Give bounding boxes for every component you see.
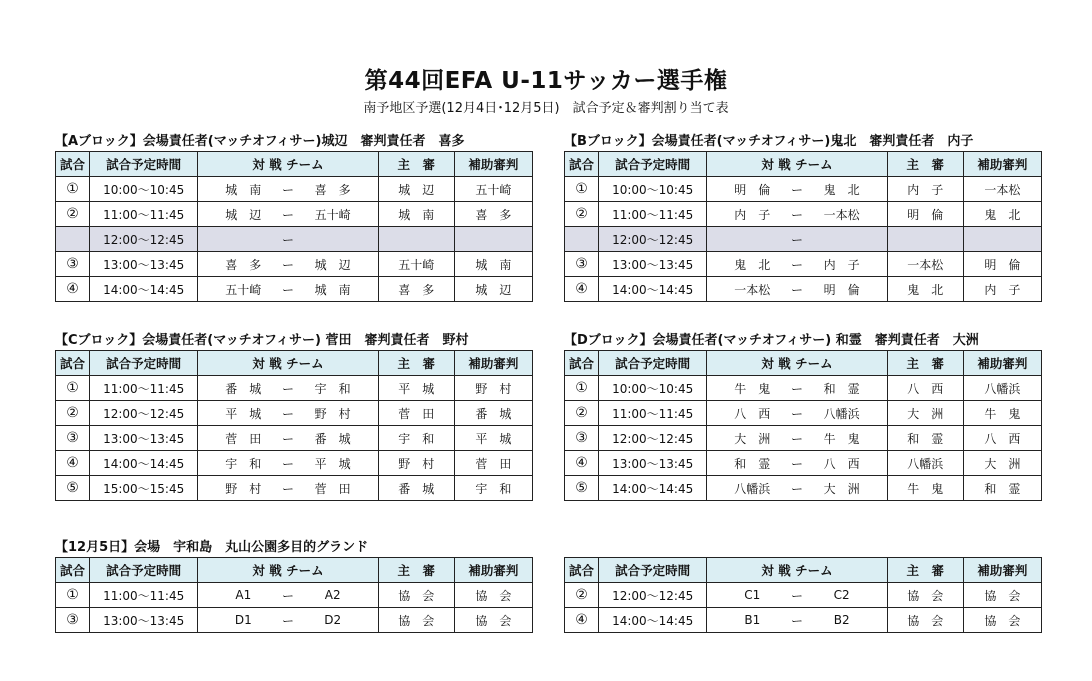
away-team: 内 子 xyxy=(823,257,860,272)
match-number: ③ xyxy=(565,252,599,277)
match-time: 11:00～11:45 xyxy=(599,202,707,227)
home-team: 平 城 xyxy=(225,406,262,421)
block-heading: 【12月5日】会場 宇和島 丸山公園多目的グランド xyxy=(55,540,369,555)
header-no: 試合 xyxy=(56,152,90,177)
match-time: 15:00～15:45 xyxy=(90,476,198,501)
header-time: 試合予定時間 xyxy=(90,558,198,583)
team-pair xyxy=(198,405,377,422)
home-team: 和 霊 xyxy=(734,456,771,471)
assistant-referee: 内 子 xyxy=(963,277,1041,302)
referee: 五十崎 xyxy=(378,252,454,277)
away-team: 明 倫 xyxy=(823,282,860,297)
assistant-referee: 番 城 xyxy=(454,401,532,426)
header-team: 対 戦 チーム xyxy=(198,558,378,583)
versus-dash: ー xyxy=(281,182,294,197)
match-number xyxy=(56,227,90,252)
table-row xyxy=(565,202,1042,227)
referee: 協 会 xyxy=(378,608,454,633)
match-teams xyxy=(198,177,378,202)
table-row xyxy=(56,277,533,302)
referee: 宇 和 xyxy=(378,426,454,451)
home-team: 喜 多 xyxy=(225,257,262,272)
referee: 八幡浜 xyxy=(887,451,963,476)
assistant-referee: 野 村 xyxy=(454,376,532,401)
team-pair xyxy=(198,430,377,447)
referee: 鬼 北 xyxy=(887,277,963,302)
match-number: ③ xyxy=(56,426,90,451)
block-heading: 【Cブロック】会場責任者(マッチオフィサー) 菅田 審判責任者 野村 xyxy=(55,333,469,348)
home-team: C1 xyxy=(744,588,761,602)
match-number: ④ xyxy=(565,277,599,302)
team-pair xyxy=(707,256,886,273)
away-team: C2 xyxy=(833,588,850,602)
away-team: 一本松 xyxy=(823,207,860,222)
header-no: 試合 xyxy=(56,558,90,583)
match-number: ③ xyxy=(56,252,90,277)
away-team: 平 城 xyxy=(314,456,351,471)
match-teams xyxy=(707,426,887,451)
table-row xyxy=(56,252,533,277)
home-team: 一本松 xyxy=(734,282,771,297)
schedule-table xyxy=(55,151,533,302)
schedule-table xyxy=(55,557,533,633)
versus-dash: ー xyxy=(281,588,294,603)
header-assistant: 補助審判 xyxy=(963,152,1041,177)
away-team: A2 xyxy=(324,588,341,602)
match-time: 14:00～14:45 xyxy=(599,608,707,633)
match-teams xyxy=(707,277,887,302)
header-referee: 主 審 xyxy=(887,152,963,177)
assistant-referee: 大 洲 xyxy=(963,451,1041,476)
versus-dash: ー xyxy=(790,207,803,222)
table-row xyxy=(565,451,1042,476)
schedule-table xyxy=(564,151,1042,302)
team-pair xyxy=(707,612,886,629)
versus-dash: ー xyxy=(790,613,803,628)
team-pair xyxy=(707,455,886,472)
match-teams xyxy=(198,426,378,451)
header-assistant: 補助審判 xyxy=(963,558,1041,583)
assistant-referee: 喜 多 xyxy=(454,202,532,227)
referee: 城 辺 xyxy=(378,177,454,202)
referee: 城 南 xyxy=(378,202,454,227)
match-time: 12:00～12:45 xyxy=(90,401,198,426)
assistant-referee: 城 辺 xyxy=(454,277,532,302)
versus-dash: ー xyxy=(281,232,294,247)
match-number: ① xyxy=(565,177,599,202)
match-time: 12:00～12:45 xyxy=(599,583,707,608)
away-team: 八 西 xyxy=(823,456,860,471)
match-number: ④ xyxy=(56,451,90,476)
match-time: 11:00～11:45 xyxy=(599,401,707,426)
home-team: 菅 田 xyxy=(225,431,262,446)
referee: 平 城 xyxy=(378,376,454,401)
header-no: 試合 xyxy=(56,351,90,376)
match-teams xyxy=(198,202,378,227)
match-number: ① xyxy=(56,177,90,202)
match-teams xyxy=(198,476,378,501)
match-teams xyxy=(198,608,378,633)
referee: 協 会 xyxy=(887,583,963,608)
away-team: 鬼 北 xyxy=(823,182,860,197)
header-referee: 主 審 xyxy=(887,351,963,376)
header-row xyxy=(56,558,533,583)
header-time: 試合予定時間 xyxy=(599,152,707,177)
table-row xyxy=(565,426,1042,451)
match-number: ④ xyxy=(565,451,599,476)
referee: 牛 鬼 xyxy=(887,476,963,501)
match-teams xyxy=(707,608,887,633)
match-time: 12:00～12:45 xyxy=(90,227,198,252)
referee: 一本松 xyxy=(887,252,963,277)
match-time: 13:00～13:45 xyxy=(90,426,198,451)
team-pair xyxy=(707,430,886,447)
assistant-referee: 牛 鬼 xyxy=(963,401,1041,426)
team-pair xyxy=(707,587,886,604)
break-row xyxy=(565,227,1042,252)
table-row xyxy=(565,476,1042,501)
table-row xyxy=(565,608,1042,633)
assistant-referee: 五十崎 xyxy=(454,177,532,202)
team-pair xyxy=(707,231,886,248)
match-time: 14:00～14:45 xyxy=(599,277,707,302)
header-row xyxy=(565,351,1042,376)
home-team: 城 辺 xyxy=(225,207,262,222)
table-row xyxy=(56,376,533,401)
match-number: ② xyxy=(565,401,599,426)
header-row xyxy=(565,152,1042,177)
home-team: 八 西 xyxy=(734,406,771,421)
match-teams xyxy=(707,401,887,426)
versus-dash: ー xyxy=(281,207,294,222)
versus-dash: ー xyxy=(281,613,294,628)
table-row xyxy=(565,177,1042,202)
assistant-referee: 明 倫 xyxy=(963,252,1041,277)
home-team: 内 子 xyxy=(734,207,771,222)
header-team: 対 戦 チーム xyxy=(198,152,378,177)
match-time: 14:00～14:45 xyxy=(599,476,707,501)
match-number: ② xyxy=(56,202,90,227)
versus-dash: ー xyxy=(790,232,803,247)
away-team: B2 xyxy=(833,613,850,627)
match-time: 13:00～13:45 xyxy=(599,451,707,476)
referee: 喜 多 xyxy=(378,277,454,302)
match-number: ③ xyxy=(56,608,90,633)
assistant-referee: 平 城 xyxy=(454,426,532,451)
match-teams xyxy=(198,451,378,476)
match-time: 10:00～10:45 xyxy=(90,177,198,202)
home-team: D1 xyxy=(234,613,252,627)
team-pair xyxy=(198,231,377,248)
match-number: ③ xyxy=(565,426,599,451)
match-teams xyxy=(198,252,378,277)
team-pair xyxy=(198,480,377,497)
versus-dash: ー xyxy=(790,588,803,603)
header-team: 対 戦 チーム xyxy=(707,351,887,376)
referee xyxy=(378,227,454,252)
assistant-referee: 協 会 xyxy=(454,583,532,608)
versus-dash: ー xyxy=(281,406,294,421)
away-team: D2 xyxy=(324,613,342,627)
assistant-referee xyxy=(454,227,532,252)
team-pair xyxy=(707,181,886,198)
table-row xyxy=(56,401,533,426)
away-team: 城 辺 xyxy=(314,257,351,272)
referee: 八 西 xyxy=(887,376,963,401)
match-number: ④ xyxy=(565,608,599,633)
header-time: 試合予定時間 xyxy=(599,351,707,376)
match-time: 11:00～11:45 xyxy=(90,583,198,608)
match-teams xyxy=(198,583,378,608)
match-teams xyxy=(707,202,887,227)
assistant-referee: 菅 田 xyxy=(454,451,532,476)
versus-dash: ー xyxy=(790,406,803,421)
block-finals-2 xyxy=(564,539,1042,633)
away-team: 宇 和 xyxy=(314,381,351,396)
table-row xyxy=(565,401,1042,426)
team-pair xyxy=(707,405,886,422)
match-time: 11:00～11:45 xyxy=(90,202,198,227)
match-teams xyxy=(707,451,887,476)
header-row xyxy=(56,351,533,376)
header-time: 試合予定時間 xyxy=(90,351,198,376)
referee: 野 村 xyxy=(378,451,454,476)
table-row xyxy=(565,277,1042,302)
block-b xyxy=(564,133,1042,302)
header-no: 試合 xyxy=(565,351,599,376)
assistant-referee xyxy=(963,227,1041,252)
away-team: 八幡浜 xyxy=(823,406,860,421)
versus-dash: ー xyxy=(790,481,803,496)
table-row xyxy=(565,376,1042,401)
table-row xyxy=(56,451,533,476)
match-time: 14:00～14:45 xyxy=(90,277,198,302)
header-assistant: 補助審判 xyxy=(963,351,1041,376)
header-team: 対 戦 チーム xyxy=(707,558,887,583)
header-no: 試合 xyxy=(565,558,599,583)
match-number: ① xyxy=(56,583,90,608)
referee: 内 子 xyxy=(887,177,963,202)
block-finals-1 xyxy=(55,539,533,633)
schedule-table xyxy=(564,557,1042,633)
versus-dash: ー xyxy=(790,456,803,471)
match-time: 14:00～14:45 xyxy=(90,451,198,476)
team-pair xyxy=(198,612,377,629)
versus-dash: ー xyxy=(281,257,294,272)
referee: 明 倫 xyxy=(887,202,963,227)
team-pair xyxy=(198,206,377,223)
match-teams xyxy=(707,177,887,202)
match-teams xyxy=(198,401,378,426)
home-team: 大 洲 xyxy=(734,431,771,446)
schedule-table xyxy=(55,350,533,501)
away-team: 喜 多 xyxy=(314,182,351,197)
match-teams xyxy=(707,583,887,608)
home-team: 城 南 xyxy=(225,182,262,197)
referee: 大 洲 xyxy=(887,401,963,426)
away-team: 大 洲 xyxy=(823,481,860,496)
assistant-referee: 協 会 xyxy=(454,608,532,633)
home-team: 八幡浜 xyxy=(734,481,771,496)
header-assistant: 補助審判 xyxy=(454,351,532,376)
assistant-referee: 鬼 北 xyxy=(963,202,1041,227)
header-time: 試合予定時間 xyxy=(90,152,198,177)
home-team: 牛 鬼 xyxy=(734,381,771,396)
match-number: ⑤ xyxy=(565,476,599,501)
table-row xyxy=(565,252,1042,277)
match-time: 13:00～13:45 xyxy=(90,608,198,633)
match-number xyxy=(565,227,599,252)
away-team: 五十崎 xyxy=(314,207,351,222)
home-team: A1 xyxy=(235,588,252,602)
versus-dash: ー xyxy=(281,282,294,297)
referee: 和 霊 xyxy=(887,426,963,451)
header-referee: 主 審 xyxy=(378,558,454,583)
block-heading: 【Bブロック】会場責任者(マッチオフィサー)鬼北 審判責任者 内子 xyxy=(564,134,974,149)
header-time: 試合予定時間 xyxy=(599,558,707,583)
block-a xyxy=(55,133,533,302)
referee: 菅 田 xyxy=(378,401,454,426)
block-heading: 【Dブロック】会場責任者(マッチオフィサー) 和霊 審判責任者 大洲 xyxy=(564,333,979,348)
header-assistant: 補助審判 xyxy=(454,152,532,177)
versus-dash: ー xyxy=(790,282,803,297)
match-number: ① xyxy=(56,376,90,401)
page-title: 第44回EFA U-11サッカー選手権 xyxy=(364,68,728,94)
versus-dash: ー xyxy=(790,431,803,446)
home-team: 鬼 北 xyxy=(734,257,771,272)
table-row xyxy=(56,426,533,451)
team-pair xyxy=(707,480,886,497)
match-number: ② xyxy=(56,401,90,426)
header-no: 試合 xyxy=(565,152,599,177)
versus-dash: ー xyxy=(281,431,294,446)
match-time: 10:00～10:45 xyxy=(599,376,707,401)
referee: 番 城 xyxy=(378,476,454,501)
block-c xyxy=(55,332,533,501)
referee xyxy=(887,227,963,252)
assistant-referee: 八幡浜 xyxy=(963,376,1041,401)
referee: 協 会 xyxy=(887,608,963,633)
page-subtitle: 南予地区予選(12月4日･12月5日) 試合予定＆審判割り当て表 xyxy=(363,101,729,116)
match-number: ② xyxy=(565,202,599,227)
table-row xyxy=(56,583,533,608)
team-pair xyxy=(707,281,886,298)
versus-dash: ー xyxy=(790,381,803,396)
match-time: 12:00～12:45 xyxy=(599,426,707,451)
match-number: ① xyxy=(565,376,599,401)
match-teams xyxy=(198,376,378,401)
match-teams xyxy=(707,476,887,501)
team-pair xyxy=(198,587,377,604)
assistant-referee: 城 南 xyxy=(454,252,532,277)
header-row xyxy=(565,558,1042,583)
match-teams xyxy=(707,227,887,252)
home-team: 明 倫 xyxy=(734,182,771,197)
away-team: 牛 鬼 xyxy=(823,431,860,446)
versus-dash: ー xyxy=(281,456,294,471)
referee: 協 会 xyxy=(378,583,454,608)
team-pair xyxy=(707,380,886,397)
match-number: ② xyxy=(565,583,599,608)
match-time: 13:00～13:45 xyxy=(599,252,707,277)
match-time: 10:00～10:45 xyxy=(599,177,707,202)
table-row xyxy=(56,476,533,501)
versus-dash: ー xyxy=(790,257,803,272)
header-assistant: 補助審判 xyxy=(454,558,532,583)
assistant-referee: 協 会 xyxy=(963,583,1041,608)
match-time: 13:00～13:45 xyxy=(90,252,198,277)
header-team: 対 戦 チーム xyxy=(198,351,378,376)
away-team: 和 霊 xyxy=(823,381,860,396)
match-teams xyxy=(707,252,887,277)
block-d xyxy=(564,332,1042,501)
assistant-referee: 宇 和 xyxy=(454,476,532,501)
header-row xyxy=(56,152,533,177)
versus-dash: ー xyxy=(790,182,803,197)
table-row xyxy=(56,202,533,227)
match-time: 12:00～12:45 xyxy=(599,227,707,252)
home-team: 五十崎 xyxy=(225,282,262,297)
match-time: 11:00～11:45 xyxy=(90,376,198,401)
versus-dash: ー xyxy=(281,381,294,396)
team-pair xyxy=(198,281,377,298)
match-teams xyxy=(198,277,378,302)
away-team: 番 城 xyxy=(314,431,351,446)
away-team: 菅 田 xyxy=(314,481,351,496)
table-row xyxy=(56,608,533,633)
home-team: 番 城 xyxy=(225,381,262,396)
match-teams xyxy=(707,376,887,401)
team-pair xyxy=(198,380,377,397)
header-team: 対 戦 チーム xyxy=(707,152,887,177)
home-team: 宇 和 xyxy=(225,456,262,471)
team-pair xyxy=(707,206,886,223)
assistant-referee: 協 会 xyxy=(963,608,1041,633)
block-heading xyxy=(564,539,1042,557)
match-number: ④ xyxy=(56,277,90,302)
header-referee: 主 審 xyxy=(887,558,963,583)
home-team: B1 xyxy=(744,613,761,627)
versus-dash: ー xyxy=(281,481,294,496)
assistant-referee: 八 西 xyxy=(963,426,1041,451)
team-pair xyxy=(198,256,377,273)
match-teams xyxy=(198,227,378,252)
break-row xyxy=(56,227,533,252)
away-team: 野 村 xyxy=(314,406,351,421)
assistant-referee: 一本松 xyxy=(963,177,1041,202)
away-team: 城 南 xyxy=(314,282,351,297)
team-pair xyxy=(198,455,377,472)
header-referee: 主 審 xyxy=(378,152,454,177)
table-row xyxy=(565,583,1042,608)
table-row xyxy=(56,177,533,202)
block-heading: 【Aブロック】会場責任者(マッチオフィサー)城辺 審判責任者 喜多 xyxy=(55,134,465,149)
team-pair xyxy=(198,181,377,198)
schedule-table xyxy=(564,350,1042,501)
home-team: 野 村 xyxy=(225,481,262,496)
assistant-referee: 和 霊 xyxy=(963,476,1041,501)
header-referee: 主 審 xyxy=(378,351,454,376)
match-number: ⑤ xyxy=(56,476,90,501)
